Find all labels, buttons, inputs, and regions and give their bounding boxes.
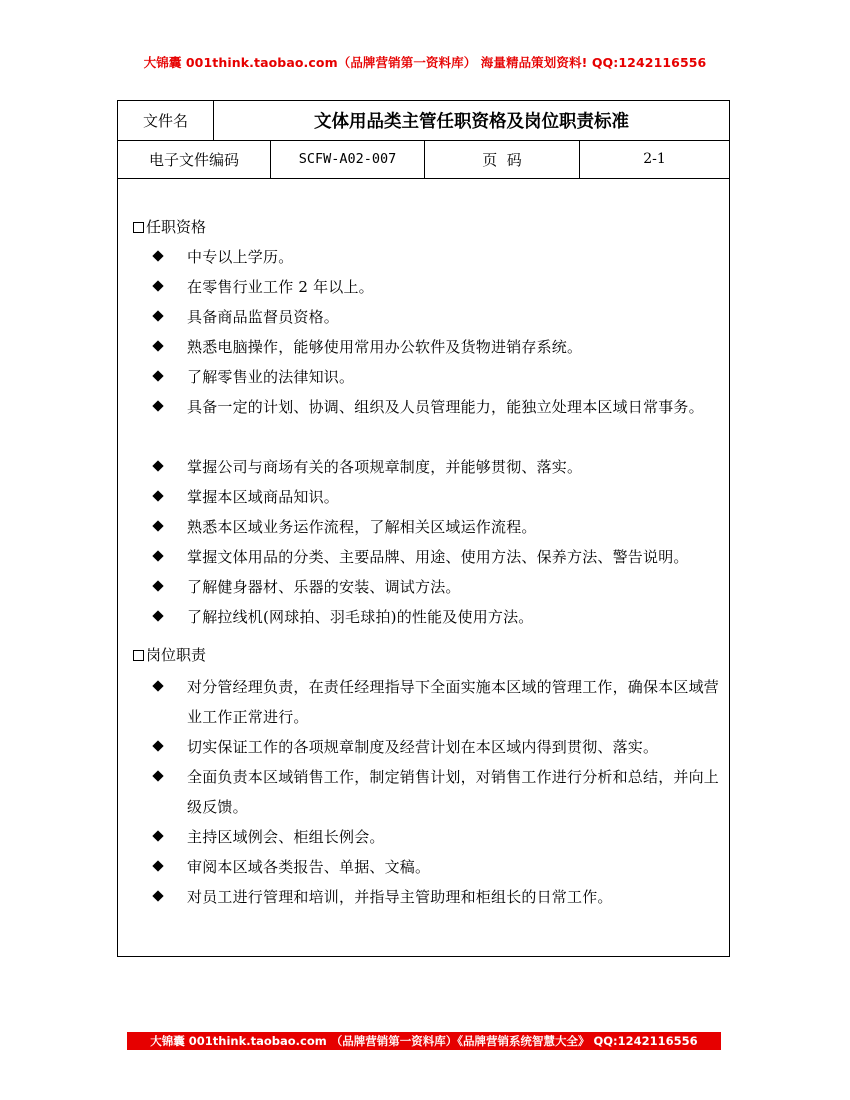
list-item (154, 572, 720, 602)
diamond-bullet-icon (152, 740, 163, 751)
list-item (154, 822, 720, 852)
diamond-bullet-icon (152, 680, 163, 691)
diamond-bullet-icon (152, 280, 163, 291)
bottom-banner: 大锦囊 001think.taobao.com （品牌营销第一资料库）《品牌营销系统智慧大全》 QQ:1242116556 (127, 1032, 721, 1050)
checkbox-square-icon (133, 222, 144, 233)
list-item (154, 602, 720, 632)
checkbox-square-icon (133, 650, 144, 661)
list-item (154, 672, 720, 732)
list-item (154, 882, 720, 912)
diamond-bullet-icon (152, 460, 163, 471)
list-item-text: 熟悉电脑操作，能够使用常用办公软件及货物进销存系统。 (187, 338, 583, 356)
file-name-label: 文件名 (118, 101, 214, 140)
list-item-text: 全面负责本区域销售工作，制定销售计划，对销售工作进行分析和总结，并向上级反馈。 (187, 768, 720, 816)
list-item-text: 了解健身器材、乐器的安装、调试方法。 (187, 578, 461, 596)
diamond-bullet-icon (152, 310, 163, 321)
diamond-bullet-icon (152, 370, 163, 381)
diamond-bullet-icon (152, 250, 163, 261)
document-table (117, 100, 730, 957)
list-item-text: 主持区域例会、柜组长例会。 (187, 828, 385, 846)
list-item-text: 具备一定的计划、协调、组织及人员管理能力，能独立处理本区域日常事务。 (187, 398, 704, 416)
diamond-bullet-icon (152, 490, 163, 501)
section-heading-text: 任职资格 (146, 218, 207, 236)
diamond-bullet-icon (152, 830, 163, 841)
list-item (154, 332, 720, 362)
list-item (154, 362, 720, 392)
list-item (154, 542, 720, 572)
list-item (154, 762, 720, 822)
list-item (154, 482, 720, 512)
list-item-text: 切实保证工作的各项规章制度及经营计划在本区域内得到贯彻、落实。 (187, 738, 659, 756)
list-item-text: 熟悉本区域业务运作流程，了解相关区域运作流程。 (187, 518, 537, 536)
list-item (154, 452, 720, 482)
header-row-title (118, 101, 729, 141)
diamond-bullet-icon (152, 770, 163, 781)
section-heading-text: 岗位职责 (146, 646, 207, 664)
list-item (154, 852, 720, 882)
list-item (154, 302, 720, 332)
list-item (154, 512, 720, 542)
diamond-bullet-icon (152, 520, 163, 531)
page-label: 页 码 (425, 140, 580, 178)
diamond-bullet-icon (152, 580, 163, 591)
list-item-text: 了解拉线机(网球拍、羽毛球拍)的性能及使用方法。 (187, 608, 534, 626)
diamond-bullet-icon (152, 550, 163, 561)
list-item (154, 392, 720, 422)
list-item (154, 732, 720, 762)
list-item (154, 242, 720, 272)
diamond-bullet-icon (152, 860, 163, 871)
list-item-text: 审阅本区域各类报告、单据、文稿。 (187, 858, 431, 876)
diamond-bullet-icon (152, 340, 163, 351)
file-code-value: SCFW-A02-007 (271, 140, 425, 178)
list-item-text: 掌握本区域商品知识。 (187, 488, 340, 506)
file-code-label: 电子文件编码 (118, 140, 271, 178)
diamond-bullet-icon (152, 400, 163, 411)
section-heading (133, 644, 206, 666)
list-item-text: 了解零售业的法律知识。 (187, 368, 355, 386)
list-item-text: 中专以上学历。 (187, 248, 294, 266)
list-item-text: 具备商品监督员资格。 (187, 308, 340, 326)
diamond-bullet-icon (152, 610, 163, 621)
page-value: 2-1 (643, 151, 666, 167)
document-title: 文体用品类主管任职资格及岗位职责标准 (314, 112, 629, 132)
diamond-bullet-icon (152, 890, 163, 901)
list-item-text: 对分管经理负责，在责任经理指导下全面实施本区域的管理工作，确保本区域营业工作正常进行。 (187, 678, 720, 726)
list-item-text: 在零售行业工作 2 年以上。 (187, 278, 374, 296)
list-item (154, 272, 720, 302)
section-heading (133, 216, 206, 238)
header-row-meta (118, 140, 729, 179)
list-item-text: 对员工进行管理和培训，并指导主管助理和柜组长的日常工作。 (187, 888, 613, 906)
list-item-text: 掌握文体用品的分类、主要品牌、用途、使用方法、保养方法、警告说明。 (187, 548, 689, 566)
top-banner: 大锦囊 001think.taobao.com（品牌营销第一资料库） 海量精品策划资料! QQ:1242116556 (143, 55, 707, 70)
list-item-text: 掌握公司与商场有关的各项规章制度，并能够贯彻、落实。 (187, 458, 583, 476)
